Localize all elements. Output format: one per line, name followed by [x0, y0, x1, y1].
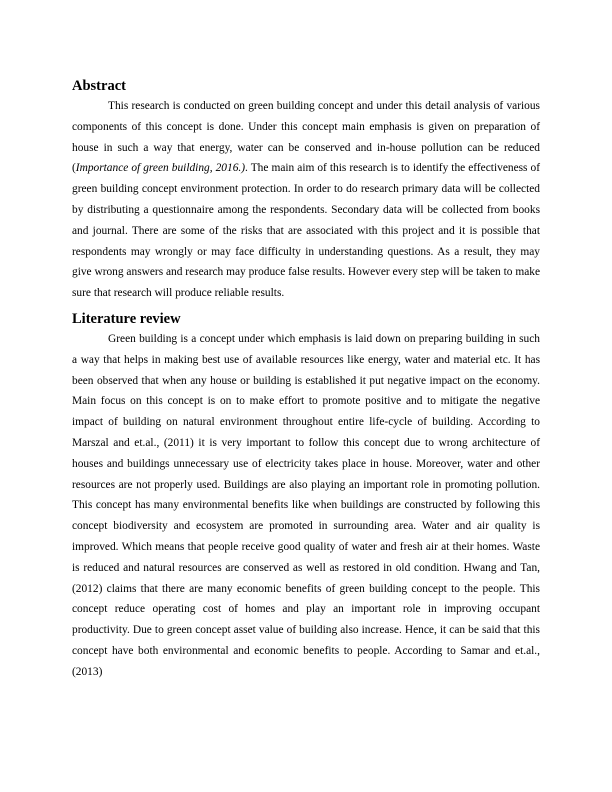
abstract-citation: Importance of green building, 2016.) [75, 162, 246, 175]
literature-review-heading: Literature review [72, 310, 181, 327]
abstract-heading: Abstract [72, 78, 126, 94]
abstract-text-start: This research is conducted on green building concept and under this detail analysis of various components of this concept is done. Under this concept main emphasis is given on preparation of house in such a way that energy, water can be conserved and in-house pollution can be reduced ( [72, 100, 540, 175]
literature-review-paragraph: Green building is a concept under which emphasis is laid down on preparing building in such a way that helps in making best use of available resources like energy, water and material etc. It has been observed that when any house or building is established it put negative impact on the economy. Main focus on this concept is on to make effort to promote positive and to mitigate the negative impact of building on natural environment throughout entire life-cycle of building. According to Marszal and et.al., (2011) it is very important to follow this concept due to wrong architecture of houses and buildings unnecessary use of electricity takes place in house. Moreover, water and other resources are not properly used. Buildings are also playing an important role in promoting pollution. This concept has many environmental benefits like when buildings are constructed by following this concept biodiversity and ecosystem are promoted in surrounding area. Water and air quality is improved. Which means that people receive good quality of water and fresh air at their homes. Waste is reduced and natural resources are conserved as well as restored in old condition. Hwang and Tan, (2012) claims that there are many economic benefits of green building concept to the people. This concept reduce operating cost of homes and play an important role in improving occupant productivity. Due to green concept asset value of building also increase. Hence, it can be said that this concept have both environmental and economic benefits to people. According to Samar and et.al., (2013) [72, 332, 540, 678]
abstract-text-end: . The main aim of this research is to identify the effectiveness of green building concept environment protection. In order to do research primary data will be collected by distributing a questionnaire among the respondents. Secondary data will be collected from books and journal. There are some of the risks that are associated with this project and it is possible that respondents may wrongly or may face difficulty in understanding questions. As a result, they may give wrong answers and research may produce false results. However every step will be taken to make sure that research will produce reliable results. [72, 162, 541, 300]
document-page [72, 76, 540, 683]
abstract-paragraph [72, 96, 540, 304]
